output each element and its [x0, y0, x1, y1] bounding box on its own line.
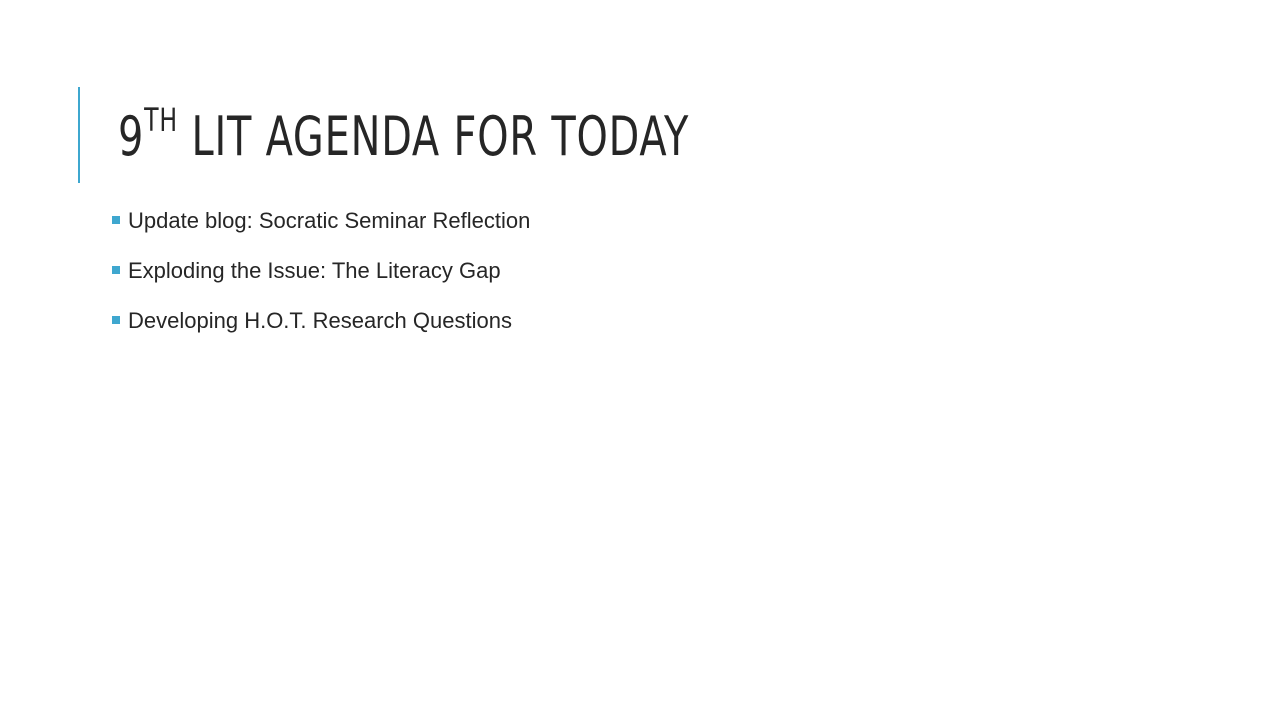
square-bullet-icon: [112, 266, 120, 274]
list-item-text: Update blog: Socratic Seminar Reflection: [128, 208, 531, 233]
slide-title: [118, 101, 690, 170]
square-bullet-icon: [112, 216, 120, 224]
agenda-list: [112, 196, 530, 346]
list-item-text: Developing H.O.T. Research Questions: [128, 308, 512, 333]
title-superscript: TH: [144, 101, 178, 139]
list-item: [112, 196, 530, 246]
title-number: 9: [118, 105, 145, 168]
title-accent-bar: [78, 87, 80, 183]
square-bullet-icon: [112, 316, 120, 324]
title-text: LIT AGENDA FOR TODAY: [177, 105, 690, 168]
list-item-text: Exploding the Issue: The Literacy Gap: [128, 258, 501, 283]
list-item: [112, 246, 530, 296]
list-item: [112, 296, 530, 346]
